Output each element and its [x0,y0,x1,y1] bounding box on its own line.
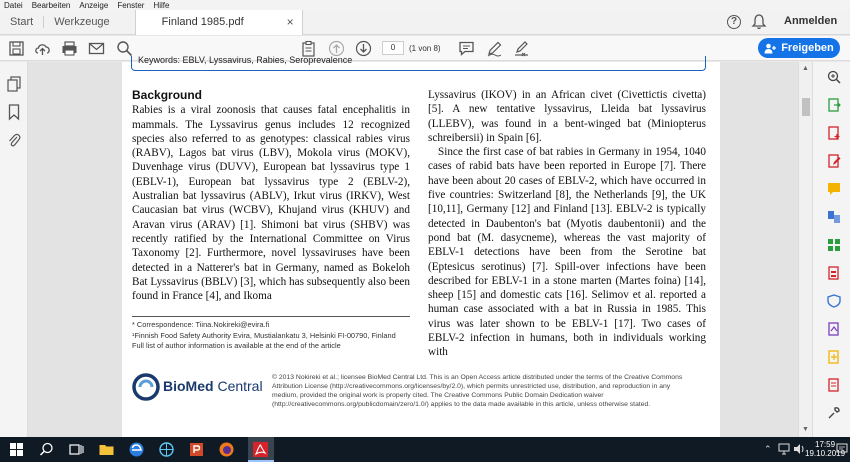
menu-window[interactable]: Fenster [117,0,145,10]
tab-start[interactable]: Start [10,16,34,28]
menu-help[interactable]: Hilfe [153,0,170,10]
file-explorer-icon[interactable] [98,441,115,458]
chevron-up-icon[interactable]: ⌃ [764,444,772,454]
edit-pdf-icon[interactable] [827,154,841,168]
scroll-up-icon[interactable]: ▲ [802,65,809,72]
tab-document[interactable] [135,10,303,35]
body-paragraph: Lyssavirus (IKOV) in an African civet (Civettictis civetta) [5]. A new tentative lyssavirus, Lleida bat lyssavirus (LLEBV), was found in a bent-winged bat (Miniopterus schreibersii) in Spain [6]. [428,89,706,144]
combine-files-icon[interactable] [827,210,841,224]
left-column [132,88,410,303]
fill-sign-icon[interactable] [827,322,841,336]
add-user-icon [764,43,776,54]
wrench-icon[interactable] [827,406,841,420]
tab-tools[interactable]: Werkzeuge [43,16,119,28]
acrobat-icon [252,441,269,458]
correspondence-footnote: * Correspondence: Tiina.Nokireki@evira.fi [132,320,270,329]
menu-file[interactable]: Datei [4,0,23,10]
powerpoint-icon[interactable] [188,441,205,458]
comment-icon[interactable] [458,40,475,57]
copyright-notice: © 2013 Nokireki et al.; licensee BioMed Central Ltd. This is an Open Access article distributed under the terms of the Creative Commons Attribution License (http://creativecommons.org/licenses/by/2.0), which permits unrestricted use, distribution, and reproduction in any medium, provided the original work is properly cited. The Creative Commons Public Domain Dedication waiver (http://creativecommons.org/publicdomain/zero/1.0/) applies to the data made available in this article, unless otherwise stated. [272,374,683,408]
sign-icon[interactable] [513,40,530,57]
footnote-divider [132,316,410,317]
body-paragraph: Since the first case of bat rabies in Germany in 1954, 1040 cases of rabid bats have been reported in Europe [7]. There have been about 20 cases of EBLV-2, which have occurred in five countries: Switzerland [8], the Netherlands [9], the UK [10,11], Germany [12] and Finland [13]. EBLV-2 is typically detected in Daubenton's bat (Myotis daubentonii) and the pond bat (M. dasycneme), whereas the vast majority of EBLV-1 detections have been from the Serotine bat (Eptesicus serotinus) [7]. Spill-over infections have been described for EBLV-1 in a stone marten (Martes foina) [14], sheep [15] and domestic cats [16]. Selimov et al. reported a human case associated with a bat in Russia in 1985. This virus was later shown to be EBLV-1 [17]. Two cases of EBLV-2 infection in humans, both in individuals working with [428,146,706,359]
scroll-thumb[interactable] [802,98,810,116]
menu-bar [0,0,850,10]
keywords-box: Keywords: EBLV, Lyssavirus, Rabies, Seroprevalence [131,56,706,71]
menu-edit[interactable]: Bearbeiten [31,0,71,10]
page-number-input[interactable]: 0 [382,41,404,55]
redact-icon[interactable] [827,266,841,280]
export-pdf-icon[interactable] [827,98,841,112]
document-viewport[interactable] [28,55,798,437]
upload-icon[interactable] [34,40,51,57]
share-button[interactable] [758,38,840,58]
attachment-icon[interactable] [7,132,21,148]
section-heading: Background [132,88,203,102]
scroll-down-icon[interactable]: ▼ [802,426,809,433]
footnotes [132,320,422,352]
edge-browser-icon[interactable] [128,441,145,458]
navigation-panel [0,62,28,437]
vertical-scrollbar[interactable] [799,62,813,437]
logo-mark-icon [132,373,160,401]
affiliation-footnote: ¹Finnish Food Safety Authority Evira, Mustialankatu 3, Helsinki FI-00790, Finland [132,330,396,340]
bookmark-icon[interactable] [7,104,21,120]
pages-icon[interactable] [7,76,21,92]
clock-time: 17:59 [815,440,836,449]
volume-icon[interactable] [793,442,805,456]
pdf-page [122,55,720,437]
save-icon[interactable] [8,40,25,57]
protect-icon[interactable] [827,294,841,308]
right-column [428,88,706,360]
bell-icon[interactable] [752,14,766,30]
email-icon[interactable] [88,40,105,57]
notifications-icon[interactable] [836,442,848,456]
windows-start-icon[interactable] [8,441,25,458]
windows-taskbar [0,437,850,462]
acrobat-taskbar-button[interactable] [248,437,274,462]
search-icon[interactable] [38,441,55,458]
search-icon[interactable] [116,40,133,57]
page-count: (1 von 8) [409,44,441,53]
send-for-review-icon[interactable] [827,350,841,364]
clock-date: 19.10.2019 [805,449,846,458]
biomed-central-logo [132,372,267,402]
tab-bar [0,10,850,35]
firefox-icon[interactable] [218,441,235,458]
menu-view[interactable]: Anzeige [79,0,109,10]
organize-pages-icon[interactable] [827,238,841,252]
page-down-icon[interactable] [355,40,372,57]
zoom-icon[interactable] [827,70,841,84]
create-pdf-icon[interactable] [827,126,841,140]
comment-tool-icon[interactable] [827,182,841,196]
body-paragraph: Rabies is a viral zoonosis that causes fatal encephalitis in mammals. The Lyssavirus genus includes 12 recognized species also referred to as genotypes: classical rabies virus (RABV), Lagos bat virus (LBV), Mokola virus (MOKV), Duvenhage virus (DUVV), European bat lyssavirus type 1 (EBLV-1), European bat lyssavirus type 2 (EBLV-2), Australian bat lyssavirus (ABLV), Irkut virus (IRKV), West Caucasian bat virus (WCBV), Khujand virus (KHUV) and Aravan virus (ARAV) [1]. Shimoni bat virus (SHBV) was recently ratified by the International Committee on Virus Taxonomy [2]. Furthermore, novel lyssaviruses have been detected in a Natterer's bat in Germany, named as Bokeloh Bat Lyssavirus (BBLV) [3], which has subsequently also been found in France [4], and Ikoma [132,104,410,303]
close-icon[interactable]: × [286,15,294,29]
network-icon[interactable] [778,442,790,456]
pen-icon[interactable] [486,40,503,57]
tab-document-label: Finland 1985.pdf [161,16,244,28]
signin-button[interactable]: Anmelden [784,15,838,27]
more-tools-icon[interactable] [827,378,841,392]
logo-text: BioMed Central [163,378,263,394]
author-info-footnote: Full list of author information is available at the end of the article [132,341,341,350]
task-view-icon[interactable] [68,441,85,458]
globe-app-icon[interactable] [158,441,175,458]
help-icon[interactable]: ? [727,15,741,29]
tools-panel [798,62,850,437]
print-icon[interactable] [61,40,78,57]
share-button-label: Freigeben [781,42,834,54]
